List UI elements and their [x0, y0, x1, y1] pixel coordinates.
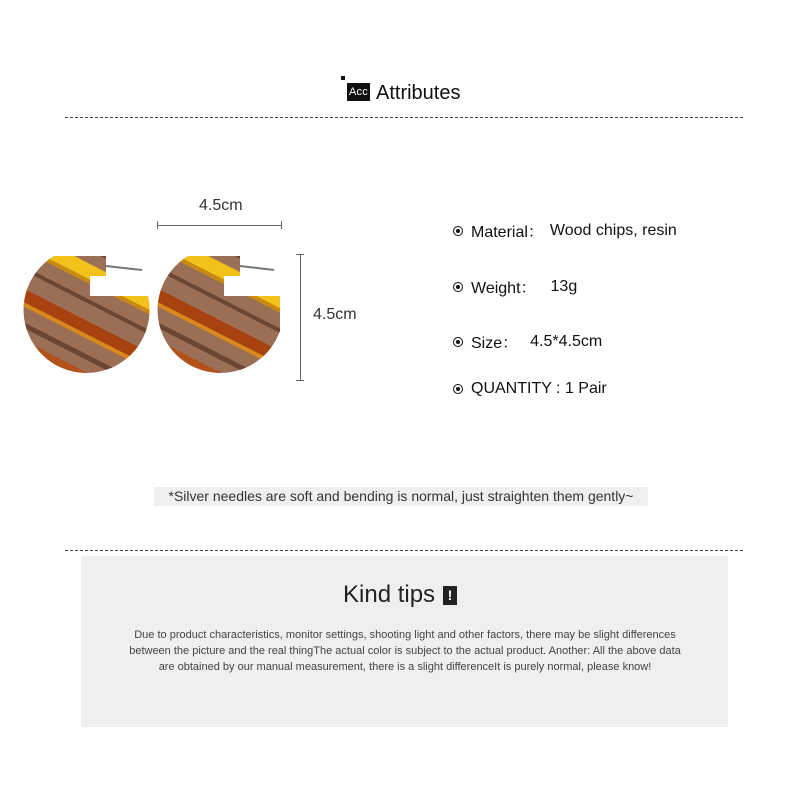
- post-right: [240, 266, 274, 270]
- width-label: 4.5cm: [199, 197, 243, 214]
- header-dot-icon: [341, 76, 345, 80]
- bullet-icon: [453, 384, 463, 394]
- bullet-icon: [453, 226, 463, 236]
- header-badge: Acc: [347, 83, 370, 101]
- divider-top: [65, 117, 743, 118]
- tips-body: Due to product characteristics, monitor settings, shooting light and other factors, there may be slight differences between the picture and the real thingThe actual color is subject to the actual product. Another: All the above data are obtained by our manual measurement, there is a slight differenceIt is purely normal, please know!: [129, 629, 681, 673]
- attr-value: 13g: [550, 277, 578, 295]
- attr-size: [453, 330, 602, 353]
- earrings-image: [18, 246, 280, 388]
- bullet-icon: [453, 337, 463, 347]
- attr-label: Material：: [471, 224, 544, 241]
- width-cap-right: [281, 221, 282, 229]
- section-title: Attributes: [376, 82, 461, 104]
- width-cap-left: [157, 221, 158, 229]
- bullet-icon: [453, 282, 463, 292]
- height-label: 4.5cm: [313, 306, 357, 323]
- attr-value: Wood chips, resin: [549, 221, 677, 239]
- height-cap-bottom: [296, 380, 304, 381]
- attr-quantity: [453, 380, 607, 398]
- attr-material: [453, 219, 677, 242]
- attr-value: 4.5*4.5cm: [530, 332, 603, 350]
- divider-bottom: [65, 550, 743, 551]
- attr-label: Size：: [471, 335, 519, 352]
- care-note: *Silver needles are soft and bending is normal, just straighten them gently~: [154, 487, 648, 506]
- post-left: [106, 266, 142, 270]
- exclamation-icon: !: [443, 586, 457, 605]
- height-cap-top: [296, 254, 304, 255]
- height-line: [300, 254, 301, 380]
- attr-label: Weight：: [471, 280, 537, 297]
- width-line: [157, 225, 281, 226]
- attr-weight: [453, 275, 577, 298]
- attr-label: QUANTITY : 1 Pair: [471, 380, 607, 397]
- tips-title: Kind tips: [343, 581, 436, 608]
